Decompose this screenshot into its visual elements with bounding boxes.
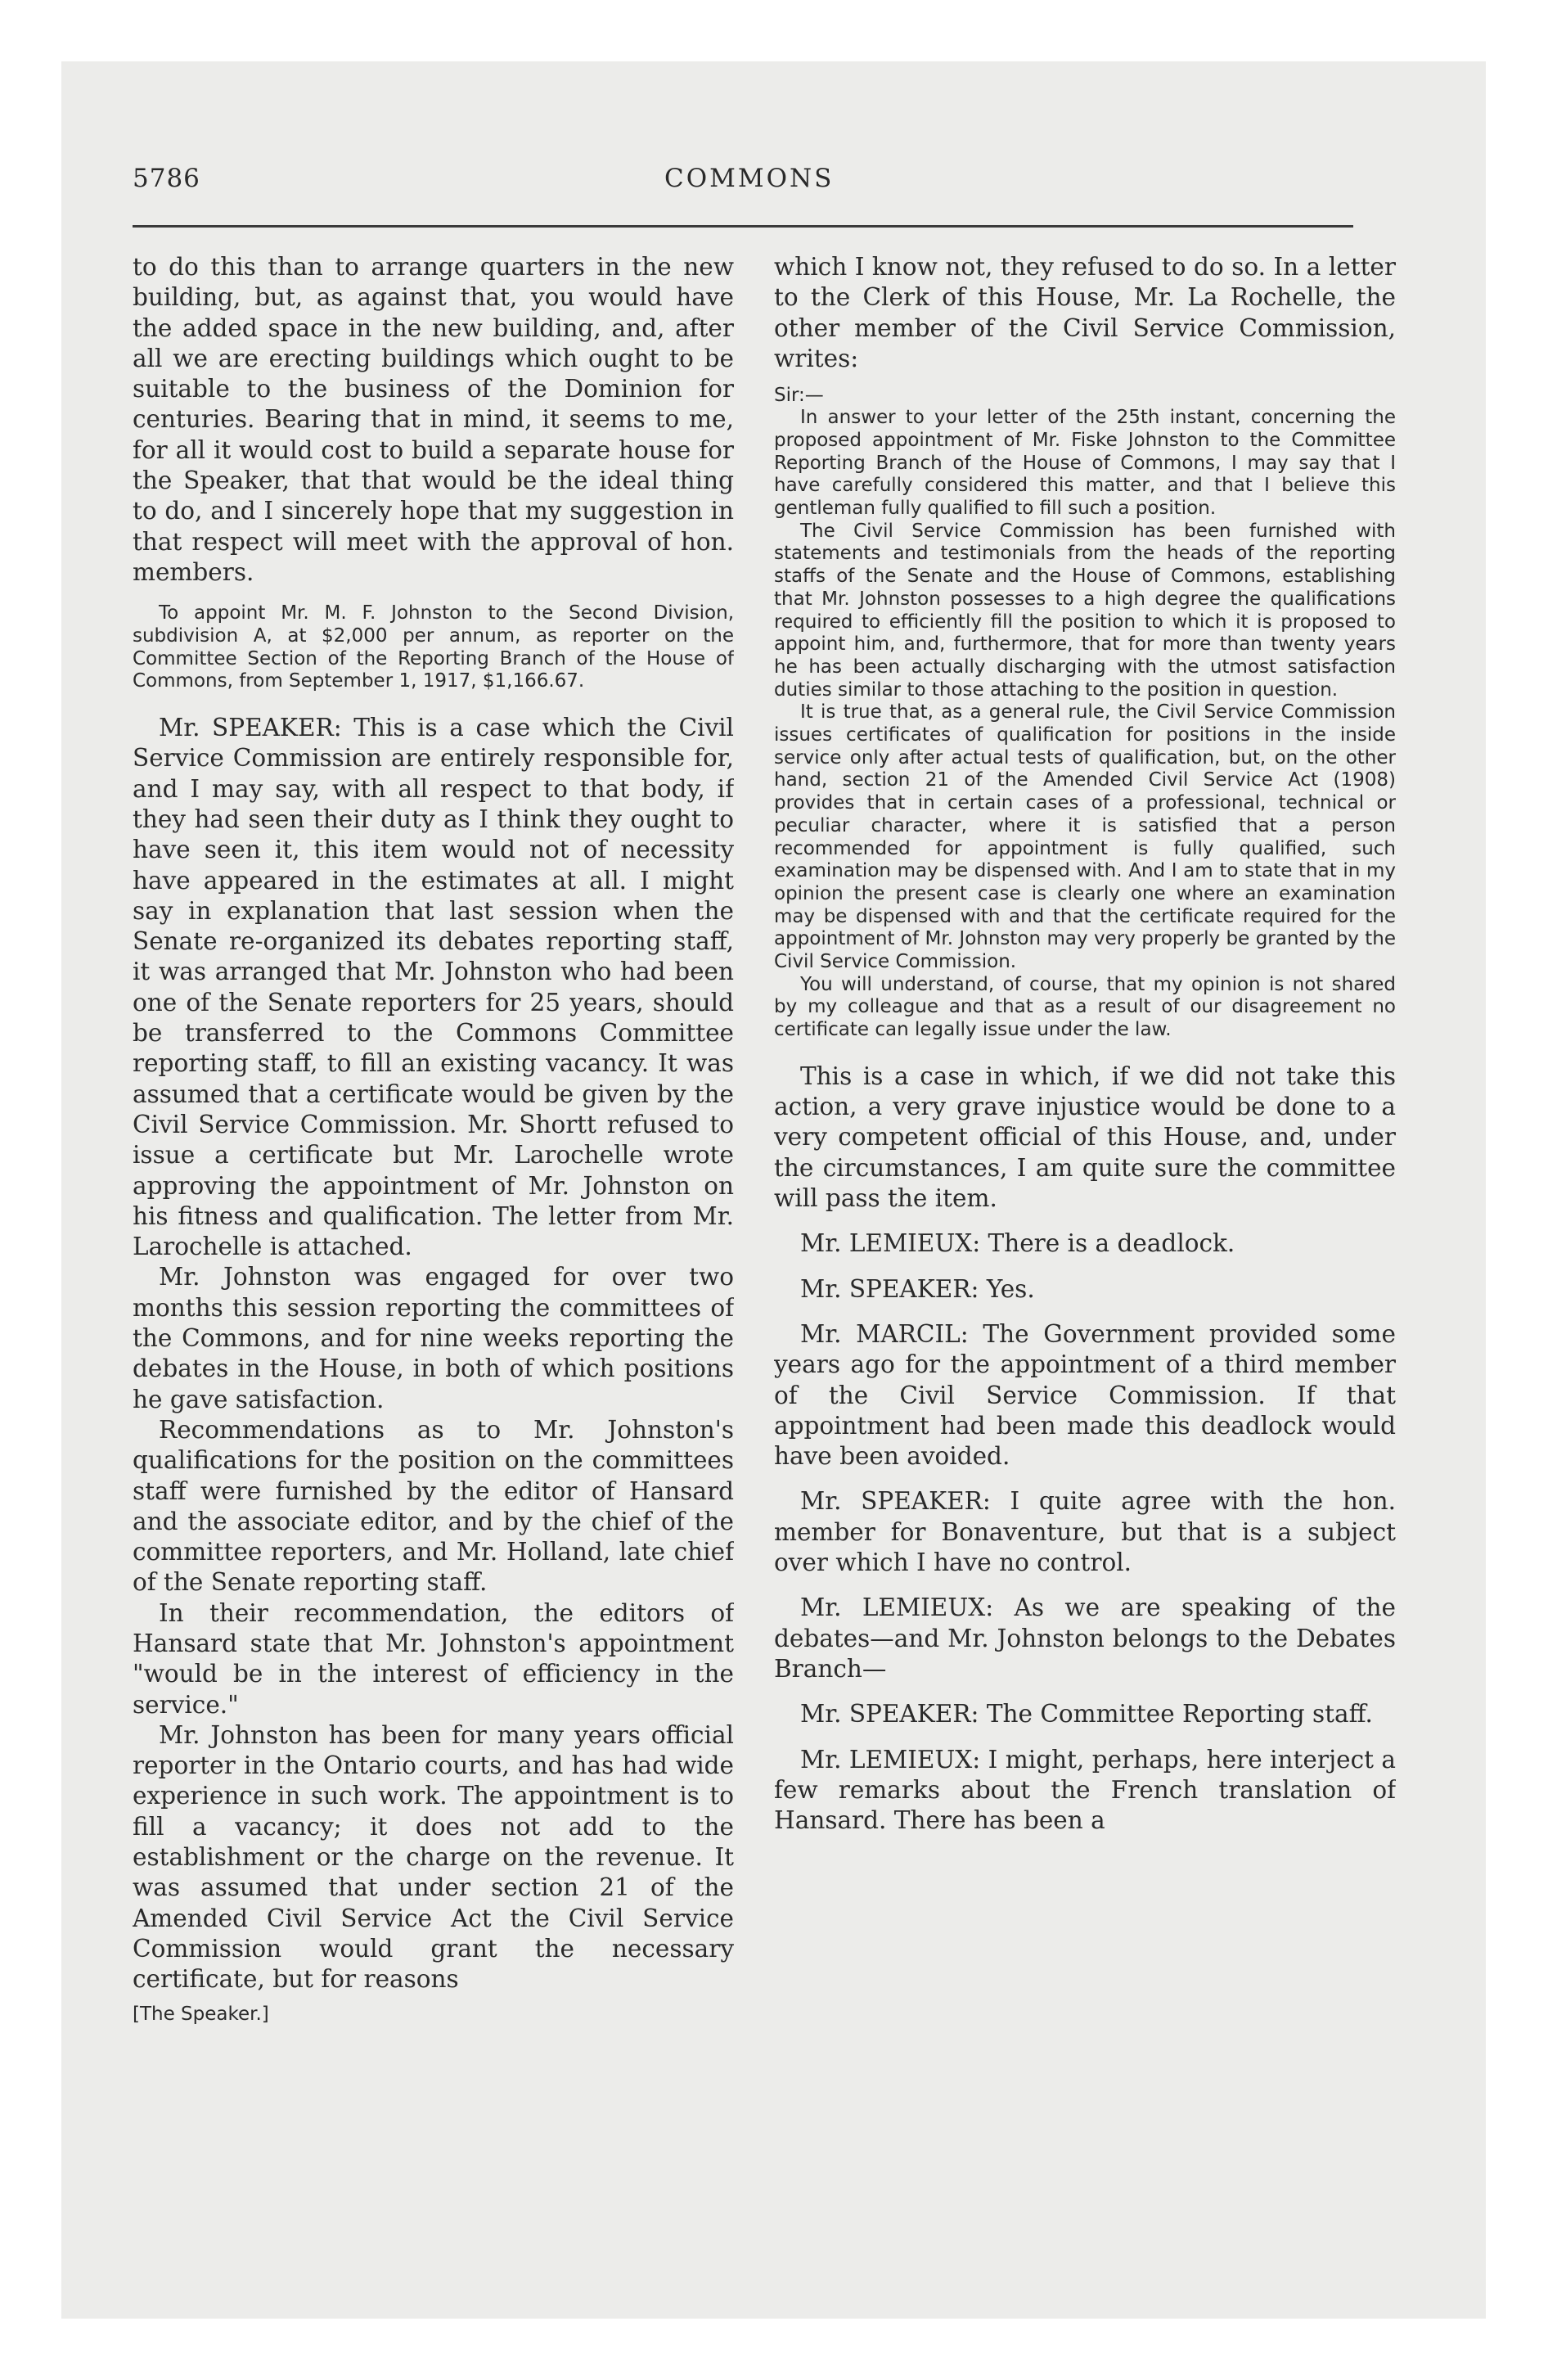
header-rule: [133, 225, 1353, 228]
left-column: [133, 252, 734, 2216]
letter-paragraph: The Civil Service Commission has been furnished with statements and testimonials from the heads of the reporting staffs of the Senate and the House of Commons, establishing that Mr. Johnston possesses to a high degree the qualifications required to efficiently fill the position to which it is proposed to appoint him, and, furthermore, that for more than twenty years he has been actually discharging with the utmost satisfaction duties similar to those attaching to the position in question.: [774, 520, 1396, 701]
paragraph: to do this than to arrange quarters in the new building, but, as against that, you would have the added space in the new building, and, after all we are erecting buildings which ought to be suitable to the business of the Dominion for centuries. Bearing that in mind, it seems to me, for all it would cost to build a separate house for the Speaker, that that would be the ideal thing to do, and I sincerely hope that my suggestion in that respect will meet with the approval of hon. members.: [133, 253, 734, 586]
paragraph: Mr. LEMIEUX: I might, perhaps, here interject a few remarks about the French translation of Hansard. There has been a: [774, 1745, 1396, 1835]
paragraph: Mr. Johnston has been for many years official reporter in the Ontario courts, and has had wide experience in such work. The appointment is to fill a vacancy; it does not add to the establishment or the charge on the revenue. It was assumed that under section 21 of the Amended Civil Service Act the Civil Service Commission would grant the necessary certificate, but for reasons: [133, 1720, 734, 1994]
letter-paragraph: You will understand, of course, that my opinion is not shared by my colleague and that as a result of our disagreement no certificate can legally issue under the law.: [774, 973, 1396, 1041]
paragraph: Mr. SPEAKER: I quite agree with the hon. member for Bonaventure, but that is a subject over which I have no control.: [774, 1487, 1396, 1577]
paragraph: Mr. Johnston was engaged for over two months this session reporting the committees of the Commons, and for nine weeks reporting the debates in the House, in both of which positions he gave satisfaction.: [133, 1263, 734, 1413]
paragraph: In their recommendation, the editors of Hansard state that Mr. Johnston's appointment "would be in the interest of efficiency in the service.": [133, 1598, 734, 1719]
letter-paragraph: It is true that, as a general rule, the Civil Service Commission issues certificates of qualification for positions in the inside service only after actual tests of qualification, but, on the other hand, section 21 of the Amended Civil Service Act (1908) provides that in certain cases of a professional, technical or peculiar character, where it is satisfied that a person recommended for appointment is fully qualified, such examination may be dispensed with. And I am to state that in my opinion the present case is clearly one where an examination may be dispensed with and that the certificate required for the appointment of Mr. Johnston may very properly be granted by the Civil Service Commission.: [774, 701, 1396, 973]
paragraph: which I know not, they refused to do so. In a letter to the Clerk of this House, Mr. La Rochelle, the other member of the Civil Service Commission, writes:: [774, 253, 1396, 372]
letter-paragraph: In answer to your letter of the 25th instant, concerning the proposed appointment of Mr. Fiske Johnston to the Committee Reporting Branch of the House of Commons, I may say that I have carefully considered this matter, and that I believe this gentleman fully qualified to fill such a position.: [774, 407, 1396, 519]
paragraph: Mr. LEMIEUX: As we are speaking of the debates—and Mr. Johnston belongs to the Debates Branch—: [774, 1593, 1396, 1683]
paragraph: This is a case in which, if we did not take this action, a very grave injustice would be done to a very competent official of this House, and, under the circumstances, I am quite sure the committee will pass the item.: [774, 1062, 1396, 1213]
paragraph: Mr. LEMIEUX: There is a deadlock.: [800, 1229, 1235, 1258]
paragraph: Mr. SPEAKER: The Committee Reporting staff.: [800, 1700, 1373, 1729]
paragraph: Mr. SPEAKER: This is a case which the Civil Service Commission are entirely responsible for, and I may say, with all respect to that body, if they had seen their duty as I think they ought to have seen it, this item would not of necessity have appeared in the estimates at all. I might say in explanation that last session when the Senate re-organized its debates reporting staff, it was arranged that Mr. Johnston who had been one of the Senate reporters for 25 years, should be transferred to the Commons Committee reporting staff, to fill an existing vacancy. It was assumed that a certificate would be given by the Civil Service Commission. Mr. Shortt refused to issue a certificate but Mr. Larochelle wrote approving the appointment of Mr. Johnston on his fitness and qualification. The letter from Mr. Larochelle is attached.: [133, 714, 734, 1261]
page-number: 5786: [133, 164, 200, 193]
estimate-item: To appoint Mr. M. F. Johnston to the Second Division, subdivision A, at $2,000 per annum, as reporter on the Committee Section of the Reporting Branch of the House of Commons, from September 1, 1917, $1,166.67.: [133, 602, 734, 692]
paragraph: Mr. MARCIL: The Government provided some years ago for the appointment of a third member of the Civil Service Commission. If that appointment had been made this deadlock would have been avoided.: [774, 1319, 1396, 1471]
paragraph: Recommendations as to Mr. Johnston's qualifications for the position on the committees staff were furnished by the editor of Hansard and the associate editor, and by the chief of the committee reporters, and Mr. Holland, late chief of the Senate reporting staff.: [133, 1415, 734, 1597]
right-column: [774, 252, 1396, 2216]
paragraph: Mr. SPEAKER: Yes.: [800, 1274, 1035, 1303]
letter-salutation: Sir:—: [774, 385, 824, 407]
speaker-tag: [The Speaker.]: [133, 2003, 269, 2025]
running-head: COMMONS: [664, 164, 835, 193]
